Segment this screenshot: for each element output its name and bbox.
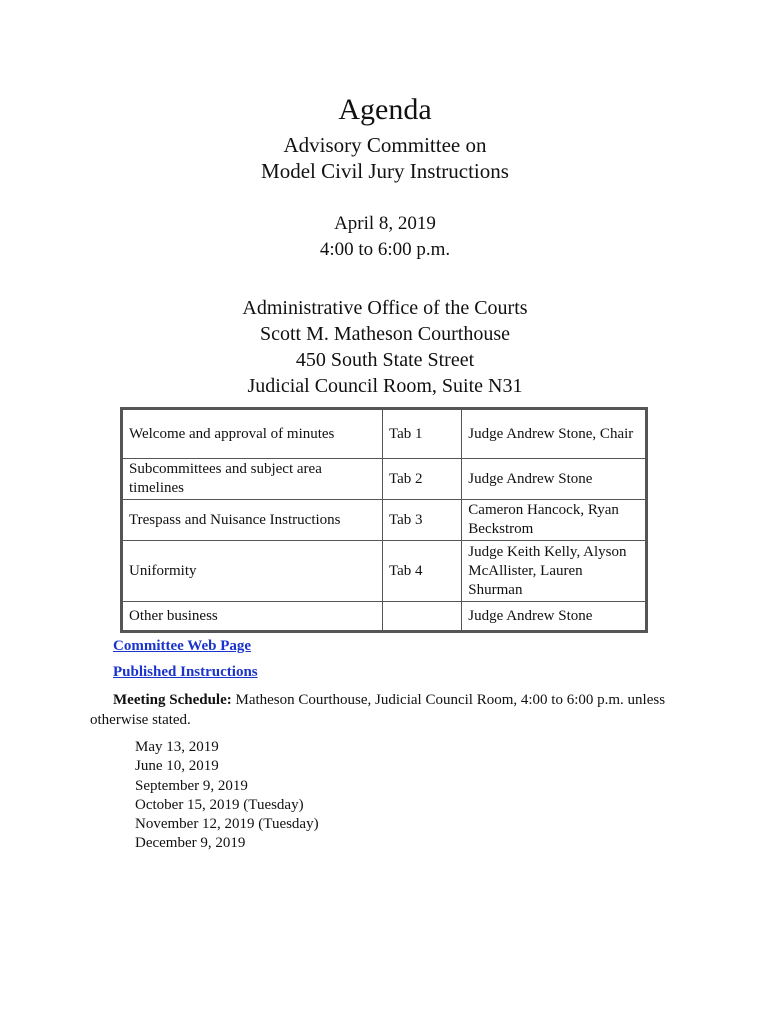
table-row bbox=[122, 409, 647, 459]
agenda-tab: Tab 3 bbox=[382, 500, 461, 541]
meeting-date: April 8, 2019 bbox=[334, 213, 436, 234]
table-row bbox=[122, 541, 647, 602]
agenda-presenter: Judge Keith Kelly, Alyson McAllister, Lauren Shurman bbox=[462, 541, 647, 602]
committee-name-line2: Model Civil Jury Instructions bbox=[261, 159, 509, 183]
list-item: September 9, 2019 bbox=[135, 777, 248, 794]
page-title: Agenda bbox=[338, 93, 432, 126]
agenda-presenter: Cameron Hancock, Ryan Beckstrom bbox=[462, 500, 647, 541]
agenda-item: Uniformity bbox=[122, 541, 383, 602]
table-row bbox=[122, 602, 647, 632]
agenda-item: Other business bbox=[122, 602, 383, 632]
table-row bbox=[122, 459, 647, 500]
meeting-schedule-label: Meeting Schedule: bbox=[113, 692, 232, 708]
list-item: October 15, 2019 (Tuesday) bbox=[135, 796, 304, 813]
list-item: May 13, 2019 bbox=[135, 739, 219, 755]
agenda-tab: Tab 1 bbox=[382, 409, 461, 459]
agenda-item: Subcommittees and subject area timelines bbox=[122, 459, 383, 500]
published-instructions-link[interactable]: Published Instructions bbox=[113, 664, 258, 680]
agenda-table bbox=[120, 407, 648, 633]
location-line1: Administrative Office of the Courts bbox=[242, 297, 528, 319]
agenda-item: Trespass and Nuisance Instructions bbox=[122, 500, 383, 541]
list-item: December 9, 2019 bbox=[135, 835, 246, 852]
agenda-presenter: Judge Andrew Stone, Chair bbox=[462, 409, 647, 459]
agenda-tab: Tab 2 bbox=[382, 459, 461, 500]
meeting-dates-list bbox=[135, 738, 319, 854]
location-line4: Judicial Council Room, Suite N31 bbox=[247, 375, 523, 397]
agenda-presenter: Judge Andrew Stone bbox=[462, 602, 647, 632]
table-row bbox=[122, 500, 647, 541]
meeting-schedule-text: Matheson Courthouse, Judicial Council Room, 4:00 to 6:00 p.m. unless otherwise stated. bbox=[90, 692, 666, 728]
list-item: June 10, 2019 bbox=[135, 758, 219, 775]
agenda-tab bbox=[382, 602, 461, 632]
meeting-time: 4:00 to 6:00 p.m. bbox=[319, 239, 451, 260]
meeting-schedule-paragraph bbox=[90, 690, 690, 730]
location-line2: Scott M. Matheson Courthouse bbox=[260, 323, 510, 345]
committee-web-page-link[interactable]: Committee Web Page bbox=[113, 638, 252, 654]
list-item: November 12, 2019 (Tuesday) bbox=[135, 816, 319, 833]
agenda-item: Welcome and approval of minutes bbox=[122, 409, 383, 459]
agenda-tab: Tab 4 bbox=[382, 541, 461, 602]
committee-name-line1: Advisory Committee on bbox=[283, 133, 487, 157]
location-line3: 450 South State Street bbox=[295, 349, 475, 371]
agenda-presenter: Judge Andrew Stone bbox=[462, 459, 647, 500]
